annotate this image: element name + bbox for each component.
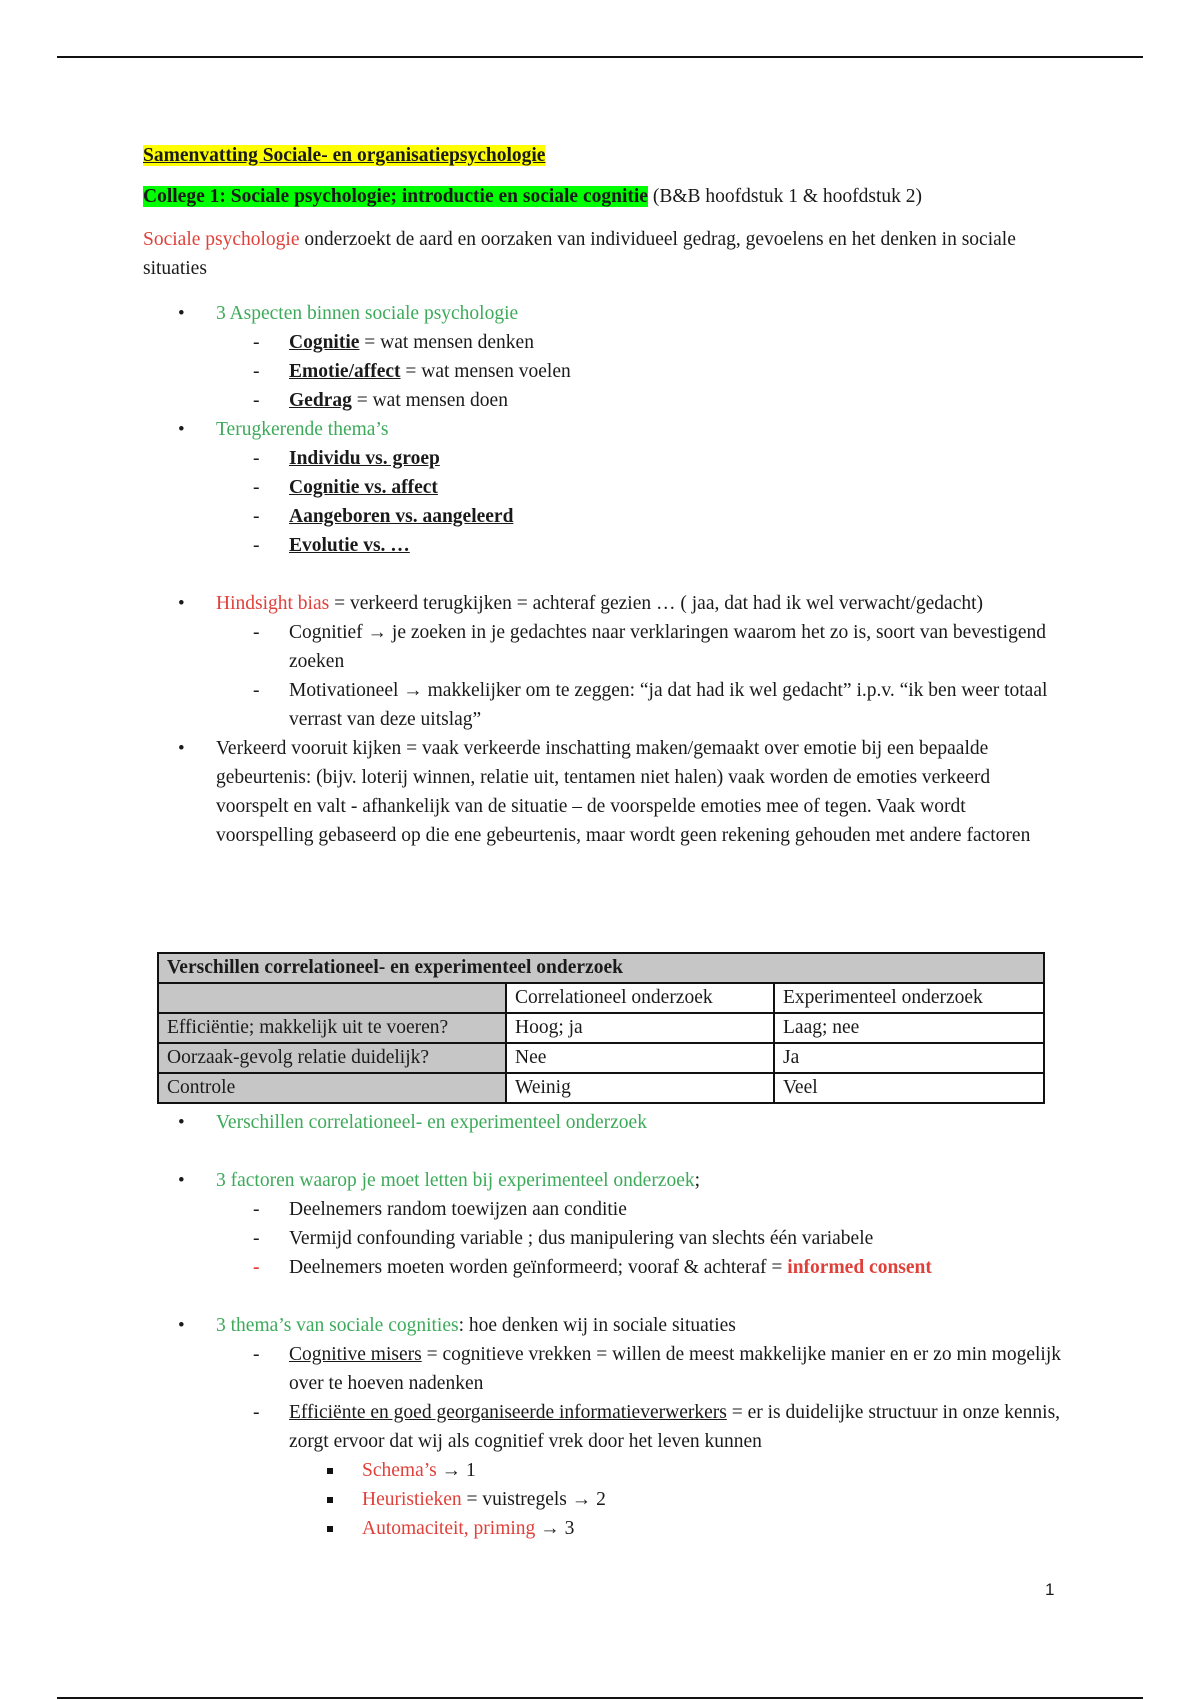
- table-header-row: [158, 983, 1044, 1013]
- table-cell: Weinig: [506, 1073, 774, 1103]
- list-item-hindsight: [143, 589, 1063, 734]
- cognitions-list: [216, 1340, 1063, 1543]
- table-cell: Controle: [158, 1073, 506, 1103]
- dash-icon: -: [253, 332, 260, 353]
- list-item: Automaciteit, priming → 3: [289, 1514, 1063, 1543]
- bullet-icon: •: [178, 419, 185, 440]
- spacer: [143, 1282, 1063, 1311]
- intro-text: onderzoekt de aard en oorzaken van individueel gedrag, gevoelens en het denken in sociale situaties: [143, 229, 1016, 279]
- page-number: 1: [1045, 1580, 1055, 1599]
- table-caption-row: [158, 953, 1044, 983]
- list-item: - Motivationeel → makkelijker om te zeggen: “ja dat had ik wel gedacht” i.p.v. “ik ben weer totaal verrast van deze uitslag”: [216, 676, 1063, 734]
- list-item: - Gedrag = wat mensen doen: [216, 386, 1063, 415]
- list-item-factors: • 3 factoren waarop je moet letten bij experimenteel onderzoek; - Deelnemers random toewijzen aan conditie - Vermijd confounding variable ; dus manipulering van slechts één variabele - Deelnemers moeten worden geïnformeerd; vooraf & achteraf = informed consent: [143, 1166, 1063, 1282]
- table-cell: Efficiëntie; makkelijk uit te voeren?: [158, 1013, 506, 1043]
- table-row: [158, 1073, 1044, 1103]
- list-item: Schema’s → 1: [289, 1456, 1063, 1485]
- table-note: Verschillen correlationeel- en experimenteel onderzoek: [216, 1112, 647, 1133]
- college-ref: (B&B hoofdstuk 1 & hoofdstuk 2): [647, 186, 923, 207]
- cognitions-sublist: [289, 1456, 1063, 1543]
- square-bullet-icon: [327, 1468, 333, 1474]
- themes-list: [216, 444, 1063, 560]
- document-body-continued: [143, 1108, 1063, 1543]
- footer-rule: [57, 1697, 1143, 1699]
- bullet-icon: •: [178, 303, 185, 324]
- list-item: - Cognitive misers = cognitieve vrekken = willen de meest makkelijke manier en er zo min mogelijk over te hoeven nadenken: [216, 1340, 1063, 1398]
- header-rule: [57, 56, 1143, 58]
- spacer: [143, 560, 1063, 589]
- spacer: [143, 1137, 1063, 1166]
- list-item: - Cognitie = wat mensen denken: [216, 328, 1063, 357]
- table-header-cell: [158, 983, 506, 1013]
- list-item: - Deelnemers random toewijzen aan conditie: [216, 1195, 1063, 1224]
- dash-icon: -: [253, 477, 260, 498]
- table-cell: Laag; nee: [774, 1013, 1044, 1043]
- bullet-icon: •: [178, 738, 185, 759]
- list-item: - Emotie/affect = wat mensen voelen: [216, 357, 1063, 386]
- table-caption: Verschillen correlationeel- en experimenteel onderzoek: [158, 953, 1044, 983]
- dash-icon: -: [253, 1257, 260, 1278]
- list-item: - Cognitief → je zoeken in je gedachtes naar verklaringen waarom het zo is, soort van bevestigend zoeken: [216, 618, 1063, 676]
- dash-icon: -: [253, 1199, 260, 1220]
- dash-icon: -: [253, 506, 260, 527]
- dash-icon: -: [253, 361, 260, 382]
- hindsight-text: = verkeerd terugkijken = achteraf gezien … ( jaa, dat had ik wel verwacht/gedacht): [329, 593, 984, 614]
- document-title: Samenvatting Sociale- en organisatiepsychologie: [143, 145, 546, 166]
- table-cell: Veel: [774, 1073, 1044, 1103]
- dash-icon: -: [253, 1344, 260, 1365]
- list-item: - Cognitie vs. affect: [216, 473, 1063, 502]
- comparison-table: [157, 952, 1045, 1104]
- table-cell: Ja: [774, 1043, 1044, 1073]
- dash-icon: -: [253, 680, 260, 701]
- bullet-icon: •: [178, 1112, 185, 1133]
- aspects-list: [216, 328, 1063, 415]
- table-row: [158, 1043, 1044, 1073]
- table-header-cell: Experimenteel onderzoek: [774, 983, 1044, 1013]
- intro-term: Sociale psychologie: [143, 229, 300, 250]
- college-heading: [143, 182, 1063, 211]
- list-item: - Individu vs. groep: [216, 444, 1063, 473]
- main-list: [143, 299, 1063, 850]
- themes-heading: Terugkerende thema’s: [216, 419, 389, 440]
- square-bullet-icon: [327, 1497, 333, 1503]
- list-item: - Evolutie vs. …: [216, 531, 1063, 560]
- list-item: - Aangeboren vs. aangeleerd: [216, 502, 1063, 531]
- bullet-icon: •: [178, 1170, 185, 1191]
- factors-heading: 3 factoren waarop je moet letten bij experimenteel onderzoek: [216, 1170, 695, 1191]
- list-item-table-note: [143, 1108, 1063, 1137]
- informed-consent: informed consent: [787, 1257, 932, 1278]
- table-row: [158, 1013, 1044, 1043]
- list-item: - Deelnemers moeten worden geïnformeerd; vooraf & achteraf = informed consent: [216, 1253, 1063, 1282]
- list-item-forward: [143, 734, 1063, 850]
- bullet-icon: •: [178, 593, 185, 614]
- forward-text: Verkeerd vooruit kijken = vaak verkeerde inschatting maken/gemaakt over emotie bij een bepaalde gebeurtenis: (bijv. loterij winnen, relatie uit, tentamen niet halen) vaak worden de emoties verkeerd voorspelt en valt - afhankelijk van de situatie – de voorspelde emoties mee of tegen. Vaak wordt voorspelling gebaseerd op die ene gebeurtenis, maar wordt geen rekening gehouden met andere factoren: [216, 738, 1031, 846]
- intro-paragraph: [143, 225, 1063, 283]
- college-label: College 1: Sociale psychologie; introductie en sociale cognitie: [143, 186, 648, 207]
- bullet-icon: •: [178, 1315, 185, 1336]
- list-item: Heuristieken = vuistregels → 2: [289, 1485, 1063, 1514]
- list-item: - Efficiënte en goed georganiseerde informatieverwerkers = er is duidelijke structuur in onze kennis, zorgt ervoor dat wij als cognitief vrek door het leven kunnen Schema’s → 1 Heuristieken = vuistregels → 2 Automaciteit, priming → 3: [216, 1398, 1063, 1543]
- dash-icon: -: [253, 1228, 260, 1249]
- table-cell: Oorzaak-gevolg relatie duidelijk?: [158, 1043, 506, 1073]
- table-cell: Nee: [506, 1043, 774, 1073]
- hindsight-list: [216, 618, 1063, 734]
- hindsight-term: Hindsight bias: [216, 593, 330, 614]
- aspects-heading: 3 Aspecten binnen sociale psychologie: [216, 303, 519, 324]
- dash-icon: -: [253, 390, 260, 411]
- factors-list: [216, 1195, 1063, 1282]
- dash-icon: -: [253, 535, 260, 556]
- cognitions-heading: 3 thema’s van sociale cognities: [216, 1315, 459, 1336]
- table-cell: Hoog; ja: [506, 1013, 774, 1043]
- list-item-cognitions: • 3 thema’s van sociale cognities: hoe denken wij in sociale situaties - Cognitive misers = cognitieve vrekken = willen de meest makkelijke manier en er zo min mogelijk over te hoeven nadenken - Efficiënte en goed georganiseerde informatieverwerkers = er is duidelijke structuur in onze kennis, zorgt ervoor dat wij als cognitief vrek door het leven kunnen Schema’s → 1 Heuristieken = vuistregels → 2 Automaciteit, priming → 3: [143, 1311, 1063, 1543]
- dash-icon: -: [253, 1402, 260, 1423]
- list-item-themes: [143, 415, 1063, 560]
- list-item: - Vermijd confounding variable ; dus manipulering van slechts één variabele: [216, 1224, 1063, 1253]
- table-header-cell: Correlationeel onderzoek: [506, 983, 774, 1013]
- second-list: [143, 1108, 1063, 1543]
- dash-icon: -: [253, 622, 260, 643]
- list-item-aspects: [143, 299, 1063, 415]
- square-bullet-icon: [327, 1526, 333, 1532]
- document-body: [143, 141, 1063, 850]
- dash-icon: -: [253, 448, 260, 469]
